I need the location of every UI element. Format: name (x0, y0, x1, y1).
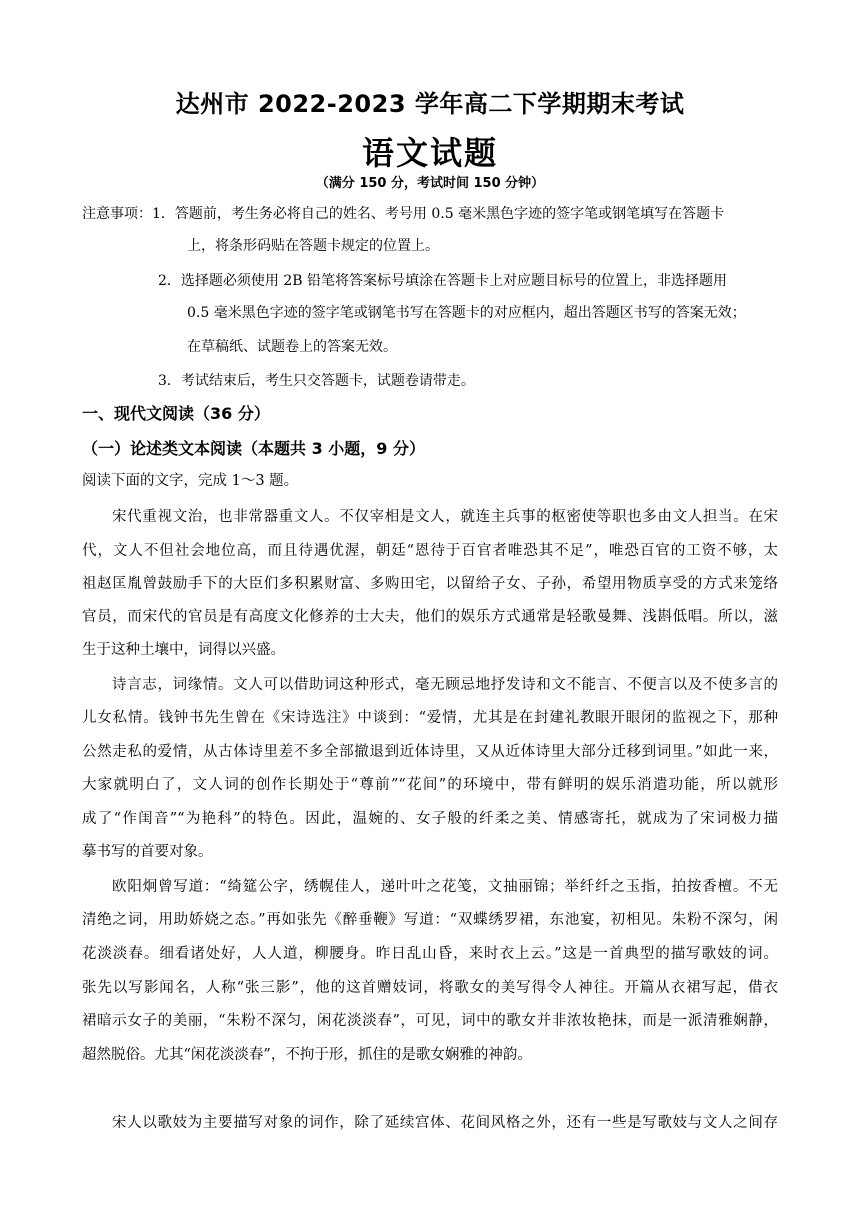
subject-title: 语文试题 (361, 134, 498, 172)
notice-item-3: 3．考试结束后，考生只交答题卡，试题卷请带走。 (158, 373, 475, 389)
passage-line: 成了“作闺音”“为艳科”的特色。因此，温婉的、女子般的纤柔之美、情感寄托，就成为了宋词极力描 (82, 811, 778, 827)
passage-line: 超然脱俗。尤其“闲花淡淡春”，不拘于形，抓住的是歌女娴雅的神韵。 (82, 1047, 532, 1063)
notice-item-1: 1．答题前，考生务必将自己的姓名、考号用 0.5 毫米黑色字迹的签字笔或钢笔填写在答题卡 (152, 206, 725, 222)
passage-line: 清绝之词，用助娇娆之态。”再如张先《醉垂鞭》写道：“双蝶绣罗裙，东池宴，初相见。朱粉不深匀，闲 (82, 912, 778, 928)
passage-line: 大家就明白了，文人词的创作长期处于“尊前”“花间”的环境中，带有鲜明的娱乐消遣功能，所以就形 (82, 777, 778, 793)
passage-line: 宋代重视文治，也非常器重文人。不仅宰相是文人，就连主兵事的枢密使等职也多由文人担当。在宋 (112, 509, 778, 525)
passage-line: 官员，而宋代的官员是有高度文化修养的士大夫，他们的娱乐方式通常是轻歌曼舞、浅斟低唱。所以，滋 (82, 609, 778, 625)
passage-line: 生于这种土壤中，词得以兴盛。 (82, 642, 285, 658)
notice-line-1 (82, 203, 782, 225)
passage-line: 裙暗示女子的美丽，“朱粉不深匀，闲花淡淡春”，可见，词中的歌女并非浓妆艳抹，而是一派清雅娴静， (82, 1013, 778, 1029)
notice-item-1-cont: 上，将条形码贴在答题卡规定的位置上。 (187, 238, 439, 254)
passage-line: 花淡淡春。细看诸处好，人人道，柳腰身。昨日乱山昏，来时衣上云。”这是一首典型的描写歌妓的词。 (82, 946, 778, 962)
exam-title: 达州市 2022-2023 学年高二下学期期末考试 (175, 90, 685, 118)
notice-item-2-cont2: 在草稿纸、试题卷上的答案无效。 (187, 339, 397, 355)
section-heading: 一、现代文阅读（36 分） (82, 404, 270, 423)
reading-instruction: 阅读下面的文字，完成 1～3 题。 (82, 473, 299, 489)
passage-line: 摹书写的首要对象。 (82, 844, 213, 860)
notice-label: 注意事项： (82, 206, 152, 222)
passage-line: 祖赵匡胤曾鼓励手下的大臣们多积累财富、多购田宅，以留给子女、子孙，希望用物质享受的方式来笼络 (82, 576, 778, 592)
passage-line: 宋人以歌妓为主要描写对象的词作，除了延续宫体、花间风格之外，还有一些是写歌妓与文人之间存 (112, 1115, 778, 1131)
passage-line: 诗言志，词缘情。文人可以借助词这种形式，毫无顾忌地抒发诗和文不能言、不便言以及不使多言的 (112, 677, 778, 693)
passage-line: 欧阳炯曾写道：“绮筵公字，绣幌佳人，递叶叶之花笺，文抽丽锦；举纤纤之玉指，拍按香檀。不无 (112, 879, 778, 895)
exam-meta: （满分 150 分，考试时间 150 分钟） (315, 176, 545, 191)
passage-line: 儿女私情。钱钟书先生曾在《宋诗选注》中谈到：“爱情，尤其是在封建礼教眼开眼闭的监视之下，那种 (82, 710, 778, 726)
notice-item-2: 2．选择题必须使用 2B 铅笔将答案标号填涂在答题卡上对应题目标号的位置上，非选择题用 (158, 273, 728, 289)
passage-line: 公然走私的爱情，从古体诗里差不多全部撤退到近体诗里，又从近体诗里大部分迁移到词里。”如此一来， (82, 744, 778, 760)
notice-item-2-cont: 0.5 毫米黑色字迹的签字笔或钢笔书写在答题卡的对应框内，超出答题区书写的答案无效； (187, 305, 746, 321)
passage-line: 代，文人不但社会地位高，而且待遇优渥，朝廷“恩待于百官者唯恐其不足”，唯恐百官的工资不够，太 (82, 543, 778, 559)
subsection-heading: （一）论述类文本阅读（本题共 3 小题，9 分） (82, 439, 425, 458)
passage-line: 张先以写影闻名，人称“张三影”，他的这首赠妓词，将歌女的美写得令人神往。开篇从衣裙写起，借衣 (82, 980, 778, 996)
